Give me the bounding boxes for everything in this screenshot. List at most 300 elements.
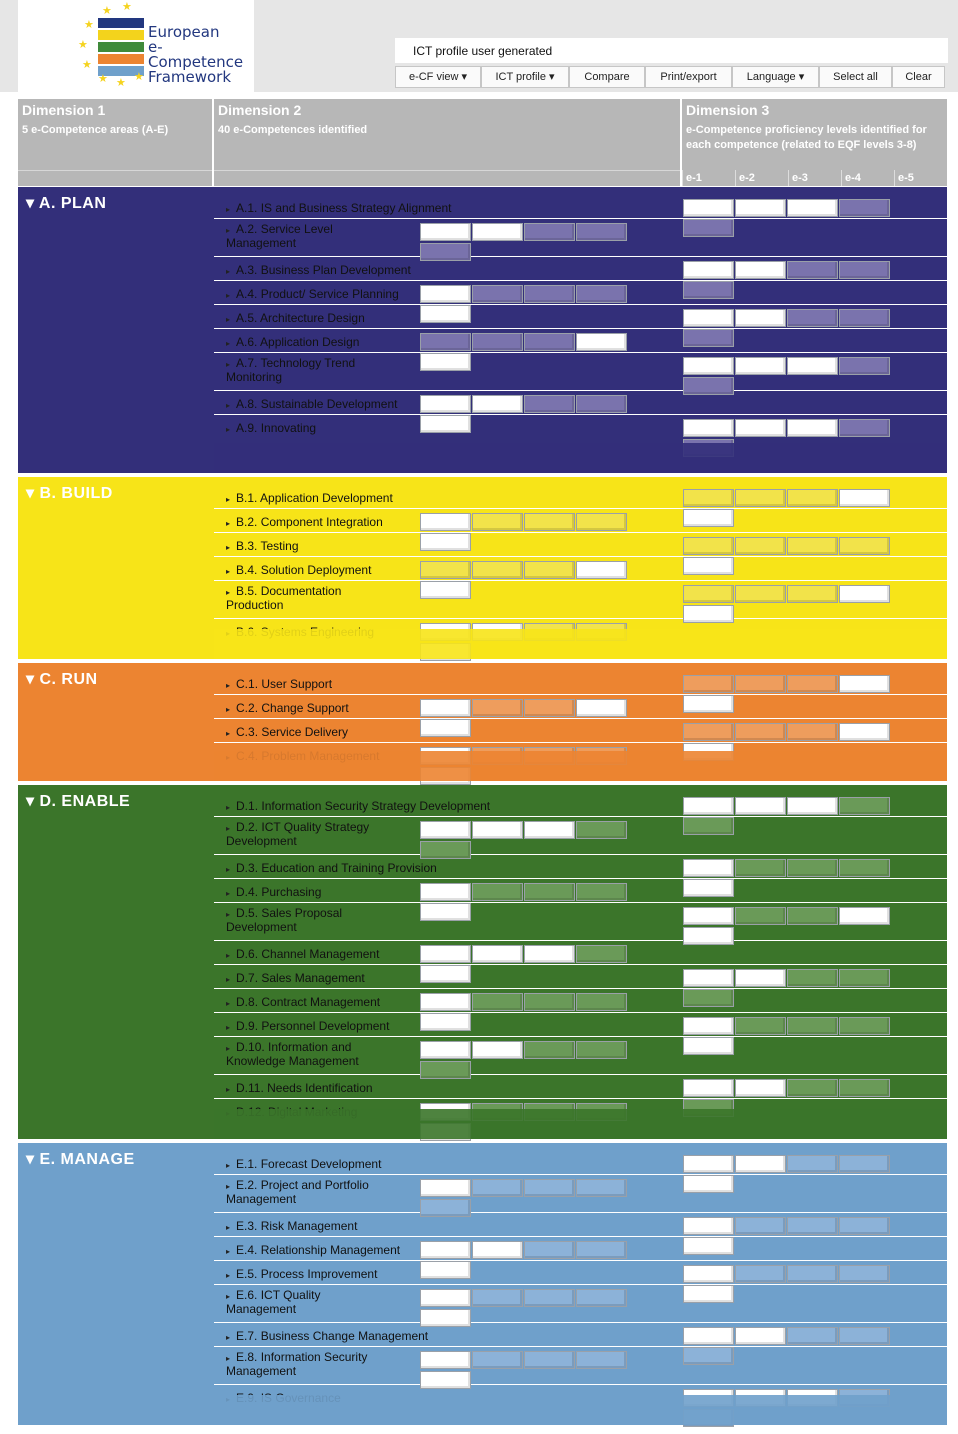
area-0[interactable] [18, 187, 947, 473]
level-cell-e-2[interactable] [735, 1079, 786, 1097]
level-cell-e-5[interactable] [420, 1013, 471, 1031]
competence-label[interactable] [226, 422, 316, 436]
competence-name: A.9. Innovating [236, 421, 317, 435]
area-4[interactable] [18, 1143, 947, 1425]
competence-label[interactable] [226, 1289, 321, 1316]
level-cell-e-1[interactable] [420, 513, 471, 531]
area-2[interactable] [18, 663, 947, 781]
level-cell-e-2[interactable] [735, 1327, 786, 1345]
competence-label[interactable] [226, 702, 349, 716]
level-cell-e-5[interactable] [683, 1285, 734, 1303]
star-icon: ★ [84, 19, 94, 31]
level-cell-e-4[interactable] [576, 945, 627, 963]
level-cell-e-4[interactable] [576, 1289, 627, 1307]
competence-label[interactable] [226, 886, 321, 900]
level-cell-e-2[interactable] [735, 1217, 786, 1235]
area-title[interactable]: ▾ E. MANAGE [26, 1151, 135, 1168]
competence-name: D.2. ICT Quality Strategy Development [226, 820, 370, 848]
level-cell-e-3[interactable] [524, 223, 575, 241]
level-cell-e-4[interactable] [839, 859, 890, 877]
level-cell-e-4[interactable] [576, 561, 627, 579]
level-cell-e-3[interactable] [787, 859, 838, 877]
level-cell-e-3[interactable] [524, 1351, 575, 1369]
level-cell-e-2[interactable] [472, 1241, 523, 1259]
level-cell-e-5[interactable] [420, 415, 471, 433]
level-cell-e-3[interactable] [524, 945, 575, 963]
competence-label[interactable] [226, 678, 332, 692]
level-cell-e-1[interactable] [420, 333, 471, 351]
competence-label[interactable] [226, 202, 451, 216]
level-cell-e-4[interactable] [839, 489, 890, 507]
competence-label[interactable] [226, 223, 333, 250]
level-cell-e-2[interactable] [735, 797, 786, 815]
level-cell-e-1[interactable] [683, 1079, 734, 1097]
level-cell-e-3[interactable] [524, 821, 575, 839]
level-cell-e-5[interactable] [683, 281, 734, 299]
toolbar-button-compare[interactable]: Compare [569, 66, 645, 88]
competence-name: E.5. Process Improvement [236, 1267, 378, 1281]
expand-triangle-icon[interactable]: ▸ [226, 865, 231, 874]
level-cell-e-4[interactable] [576, 513, 627, 531]
level-header-e-3: e-3 [788, 170, 841, 186]
level-cell-e-5[interactable] [683, 879, 734, 897]
level-cell-e-3[interactable] [787, 537, 838, 555]
star-icon: ★ [116, 77, 126, 89]
level-cell-e-5[interactable] [683, 817, 734, 835]
level-cell-e-2[interactable] [472, 395, 523, 413]
level-cell-e-1[interactable] [420, 945, 471, 963]
expand-triangle-icon[interactable]: ▸ [226, 543, 231, 552]
level-cell-e-1[interactable] [420, 699, 471, 717]
level-cell-e-2[interactable] [472, 1041, 523, 1059]
expand-triangle-icon[interactable]: ▸ [226, 205, 231, 214]
level-cell-e-1[interactable] [683, 723, 734, 741]
level-cell-e-5[interactable] [683, 1175, 734, 1193]
level-cell-e-5[interactable] [420, 243, 471, 261]
star-icon: ★ [82, 59, 92, 71]
level-cell-e-1[interactable] [420, 1041, 471, 1059]
level-cell-e-3[interactable] [524, 1179, 575, 1197]
level-cell-e-3[interactable] [787, 309, 838, 327]
competence-label[interactable] [226, 1268, 377, 1282]
expand-triangle-icon[interactable]: ▸ [226, 951, 231, 960]
expand-triangle-icon[interactable]: ▸ [226, 291, 231, 300]
level-cell-e-5[interactable] [683, 557, 734, 575]
level-cell-e-4[interactable] [839, 1079, 890, 1097]
expand-triangle-icon[interactable]: ▸ [226, 824, 231, 833]
level-cell-e-1[interactable] [420, 1289, 471, 1307]
level-cell-e-4[interactable] [576, 821, 627, 839]
competence-label[interactable] [226, 1179, 369, 1206]
level-cell-e-3[interactable] [787, 199, 838, 217]
level-cell-e-5[interactable] [420, 841, 471, 859]
level-cell-e-4[interactable] [839, 1155, 890, 1173]
level-cell-e-5[interactable] [683, 1237, 734, 1255]
level-cell-e-4[interactable] [839, 357, 890, 375]
level-cell-e-1[interactable] [420, 561, 471, 579]
level-cell-e-4[interactable] [576, 1041, 627, 1059]
competence-label[interactable] [226, 1330, 428, 1344]
level-cell-e-5[interactable] [420, 903, 471, 921]
level-cell-e-5[interactable] [420, 1061, 471, 1079]
expand-triangle-icon[interactable]: ▸ [226, 1023, 231, 1032]
level-cell-e-5[interactable] [420, 1371, 471, 1389]
level-cell-e-5[interactable] [420, 1261, 471, 1279]
competence-label[interactable] [226, 948, 379, 962]
level-cell-e-4[interactable] [576, 1241, 627, 1259]
level-cell-e-4[interactable] [576, 395, 627, 413]
expand-triangle-icon[interactable]: ▸ [226, 567, 231, 576]
level-cell-e-1[interactable] [683, 537, 734, 555]
competence-name: A.2. Service Level Management [226, 222, 333, 250]
level-cell-e-1[interactable] [683, 357, 734, 375]
competence-name: A.1. IS and Business Strategy Alignment [236, 201, 452, 215]
level-cell-e-3[interactable] [787, 489, 838, 507]
level-cell-e-2[interactable] [472, 561, 523, 579]
level-cell-e-4[interactable] [839, 675, 890, 693]
expand-triangle-icon[interactable]: ▸ [226, 1247, 231, 1256]
area-1[interactable] [18, 477, 947, 659]
competence-name: B.3. Testing [236, 539, 299, 553]
level-cell-e-4[interactable] [576, 993, 627, 1011]
competence-label[interactable] [226, 996, 380, 1010]
level-cell-e-4[interactable] [839, 969, 890, 987]
competence-label[interactable] [226, 1082, 373, 1096]
level-cell-e-5[interactable] [683, 1037, 734, 1055]
level-cell-e-1[interactable] [683, 419, 734, 437]
competence-label[interactable] [226, 288, 399, 302]
expand-triangle-icon[interactable]: ▸ [226, 705, 231, 714]
level-cell-e-5[interactable] [683, 695, 734, 713]
competence-name: B.1. Application Development [236, 491, 393, 505]
competence-label[interactable] [226, 726, 348, 740]
level-cell-e-3[interactable] [524, 883, 575, 901]
level-cell-e-2[interactable] [735, 723, 786, 741]
competence-name: E.6. ICT Quality Management [226, 1288, 321, 1316]
level-cell-e-2[interactable] [472, 945, 523, 963]
level-cell-e-3[interactable] [787, 1327, 838, 1345]
level-cell-e-3[interactable] [787, 1155, 838, 1173]
competence-label[interactable] [226, 907, 342, 934]
level-cell-e-4[interactable] [839, 261, 890, 279]
level-cell-e-2[interactable] [735, 969, 786, 987]
level-cell-e-1[interactable] [683, 585, 734, 603]
toolbar-button-print-export[interactable]: Print/export [645, 66, 732, 88]
level-cell-e-5[interactable] [683, 989, 734, 1007]
competence-name: E.7. Business Change Management [236, 1329, 429, 1343]
level-cell-e-1[interactable] [683, 1017, 734, 1035]
level-cell-e-2[interactable] [472, 821, 523, 839]
level-cell-e-5[interactable] [420, 1309, 471, 1327]
level-cell-e-4[interactable] [576, 223, 627, 241]
level-cell-e-3[interactable] [787, 675, 838, 693]
area-title[interactable]: ▾ D. ENABLE [26, 793, 131, 810]
competence-label[interactable] [226, 1020, 389, 1034]
competence-label[interactable] [226, 862, 437, 876]
competence-label[interactable] [226, 1041, 359, 1068]
level-cell-e-1[interactable] [683, 1327, 734, 1345]
level-header-e-5: e-5 [894, 170, 947, 186]
level-header-e-1: e-1 [682, 170, 735, 186]
expand-triangle-icon[interactable]: ▸ [226, 1161, 231, 1170]
level-cell-e-3[interactable] [787, 1217, 838, 1235]
level-cell-e-5[interactable] [420, 1199, 471, 1217]
level-cell-e-1[interactable] [420, 1241, 471, 1259]
level-cell-e-5[interactable] [683, 219, 734, 237]
level-cell-e-1[interactable] [683, 489, 734, 507]
competence-name: A.7. Technology Trend Monitoring [226, 356, 356, 384]
level-cell-e-3[interactable] [524, 1041, 575, 1059]
level-cell-e-1[interactable] [683, 1217, 734, 1235]
expand-triangle-icon[interactable]: ▸ [226, 1182, 231, 1191]
level-cell-e-2[interactable] [735, 199, 786, 217]
expand-triangle-icon[interactable]: ▸ [226, 1333, 231, 1342]
ecf-logo[interactable] [18, 0, 254, 92]
area-title[interactable]: ▾ C. RUN [26, 671, 98, 688]
toolbar-button-clear[interactable]: Clear [892, 66, 945, 88]
competence-label[interactable] [226, 398, 397, 412]
competence-label[interactable] [226, 492, 393, 506]
competence-label[interactable] [226, 821, 369, 848]
expand-triangle-icon[interactable]: ▸ [226, 495, 231, 504]
level-cell-e-5[interactable] [683, 377, 734, 395]
area-3[interactable] [18, 785, 947, 1139]
competence-label[interactable] [226, 800, 490, 814]
level-cell-e-3[interactable] [787, 1079, 838, 1097]
level-cell-e-1[interactable] [420, 821, 471, 839]
level-cell-e-4[interactable] [576, 333, 627, 351]
level-cell-e-2[interactable] [472, 513, 523, 531]
level-cell-e-3[interactable] [787, 723, 838, 741]
level-cell-e-3[interactable] [524, 699, 575, 717]
level-cell-e-2[interactable] [735, 1155, 786, 1173]
level-cell-e-3[interactable] [524, 513, 575, 531]
level-cell-e-4[interactable] [839, 537, 890, 555]
toolbar-button-select-all[interactable]: Select all [819, 66, 892, 88]
level-cell-e-4[interactable] [576, 1179, 627, 1197]
expand-triangle-icon[interactable]: ▸ [226, 1085, 231, 1094]
competence-name: C.3. Service Delivery [236, 725, 349, 739]
expand-triangle-icon[interactable]: ▸ [226, 267, 231, 276]
level-cell-e-2[interactable] [472, 1289, 523, 1307]
competence-label[interactable] [226, 264, 411, 278]
expand-triangle-icon[interactable]: ▸ [226, 975, 231, 984]
expand-triangle-icon[interactable]: ▸ [226, 1044, 231, 1053]
level-cell-e-3[interactable] [524, 1241, 575, 1259]
competence-name: D.11. Needs Identification [236, 1081, 373, 1095]
level-cell-e-1[interactable] [683, 199, 734, 217]
expand-triangle-icon[interactable]: ▸ [226, 360, 231, 369]
competence-name: C.2. Change Support [236, 701, 349, 715]
level-cell-e-5[interactable] [683, 509, 734, 527]
expand-triangle-icon[interactable]: ▸ [226, 339, 231, 348]
level-cell-e-1[interactable] [420, 1351, 471, 1369]
level-cell-e-4[interactable] [839, 1327, 890, 1345]
level-cell-e-2[interactable] [735, 357, 786, 375]
level-cell-e-4[interactable] [576, 699, 627, 717]
expand-triangle-icon[interactable]: ▸ [226, 1223, 231, 1232]
level-cell-e-4[interactable] [839, 1217, 890, 1235]
expand-triangle-icon[interactable]: ▸ [226, 910, 231, 919]
header-strip [214, 170, 680, 186]
profile-title: ICT profile user generated [395, 38, 948, 63]
competence-label[interactable] [226, 312, 365, 326]
level-cell-e-4[interactable] [839, 1017, 890, 1035]
level-cell-e-3[interactable] [787, 585, 838, 603]
level-cell-e-2[interactable] [735, 309, 786, 327]
star-icon: ★ [102, 5, 112, 17]
expand-triangle-icon[interactable]: ▸ [226, 999, 231, 1008]
level-cell-e-1[interactable] [683, 1155, 734, 1173]
competence-label[interactable] [226, 972, 365, 986]
level-cell-e-2[interactable] [735, 1017, 786, 1035]
competence-name: A.8. Sustainable Development [236, 397, 398, 411]
level-cell-e-1[interactable] [420, 223, 471, 241]
expand-triangle-icon[interactable]: ▸ [226, 681, 231, 690]
header-strip [18, 170, 212, 186]
level-cell-e-2[interactable] [735, 261, 786, 279]
competence-label[interactable] [226, 540, 299, 554]
expand-triangle-icon[interactable]: ▸ [226, 1354, 231, 1363]
toolbar-button-ict-profile[interactable]: ICT profile ▾ [481, 66, 569, 88]
expand-triangle-icon[interactable]: ▸ [226, 1292, 231, 1301]
level-cell-e-3[interactable] [787, 907, 838, 925]
level-cell-e-3[interactable] [524, 395, 575, 413]
level-cell-e-2[interactable] [472, 333, 523, 351]
expand-triangle-icon[interactable]: ▸ [226, 401, 231, 410]
level-cell-e-5[interactable] [683, 1347, 734, 1365]
level-cell-e-1[interactable] [683, 1265, 734, 1283]
level-cell-e-4[interactable] [839, 199, 890, 217]
expand-triangle-icon[interactable]: ▸ [226, 889, 231, 898]
dimension-subtitle: 5 e-Competence areas (A-E) [22, 124, 169, 136]
expand-triangle-icon[interactable]: ▸ [226, 588, 231, 597]
expand-triangle-icon[interactable]: ▸ [226, 729, 231, 738]
level-cell-e-2[interactable] [735, 1265, 786, 1283]
level-cell-e-2[interactable] [472, 699, 523, 717]
competence-label[interactable] [226, 1158, 381, 1172]
level-cell-e-5[interactable] [683, 329, 734, 347]
level-cell-e-4[interactable] [839, 419, 890, 437]
level-cell-e-3[interactable] [524, 1289, 575, 1307]
level-cell-e-3[interactable] [524, 561, 575, 579]
competence-label[interactable] [226, 516, 383, 530]
toolbar-button-language[interactable]: Language ▾ [732, 66, 819, 88]
level-cell-e-2[interactable] [735, 537, 786, 555]
level-cell-e-3[interactable] [524, 333, 575, 351]
competence-name: E.4. Relationship Management [236, 1243, 401, 1257]
level-cell-e-3[interactable] [787, 419, 838, 437]
level-cell-e-4[interactable] [576, 1351, 627, 1369]
level-cell-e-5[interactable] [683, 605, 734, 623]
level-cell-e-4[interactable] [576, 285, 627, 303]
level-cell-e-5[interactable] [683, 927, 734, 945]
level-cell-e-2[interactable] [472, 1179, 523, 1197]
level-cell-e-4[interactable] [576, 883, 627, 901]
competence-name: D.3. Education and Training Provision [236, 861, 437, 875]
competence-label[interactable] [226, 1351, 367, 1378]
expand-triangle-icon[interactable]: ▸ [226, 315, 231, 324]
expand-triangle-icon[interactable]: ▸ [226, 1271, 231, 1280]
level-cell-e-3[interactable] [524, 285, 575, 303]
area-title[interactable]: ▾ B. BUILD [26, 485, 113, 502]
competence-name: C.1. User Support [236, 677, 333, 691]
level-cell-e-1[interactable] [683, 261, 734, 279]
dimension-subtitle: 40 e-Competences identified [218, 124, 368, 136]
level-cell-e-1[interactable] [683, 309, 734, 327]
level-cell-e-5[interactable] [420, 305, 471, 323]
level-cell-e-2[interactable] [735, 489, 786, 507]
competence-label[interactable] [226, 357, 355, 384]
level-cell-e-3[interactable] [787, 1265, 838, 1283]
level-cell-e-1[interactable] [420, 395, 471, 413]
level-cell-e-4[interactable] [839, 907, 890, 925]
level-cell-e-3[interactable] [787, 357, 838, 375]
level-cell-e-2[interactable] [735, 585, 786, 603]
level-cell-e-2[interactable] [472, 223, 523, 241]
level-cell-e-5[interactable] [420, 581, 471, 599]
competence-label[interactable] [226, 1220, 357, 1234]
level-cell-e-4[interactable] [839, 585, 890, 603]
level-cell-e-2[interactable] [472, 993, 523, 1011]
competence-label[interactable] [226, 336, 359, 350]
level-cell-e-2[interactable] [735, 859, 786, 877]
dimension-title: Dimension 1 [22, 102, 106, 118]
star-icon: ★ [122, 1, 132, 13]
level-cell-e-1[interactable] [420, 883, 471, 901]
level-cell-e-3[interactable] [787, 797, 838, 815]
expand-triangle-icon[interactable]: ▸ [226, 425, 231, 434]
competence-label[interactable] [226, 564, 371, 578]
level-cell-e-2[interactable] [472, 285, 523, 303]
level-cell-e-4[interactable] [839, 723, 890, 741]
level-cell-e-1[interactable] [683, 859, 734, 877]
expand-triangle-icon[interactable]: ▸ [226, 803, 231, 812]
level-cell-e-1[interactable] [420, 285, 471, 303]
level-cell-e-5[interactable] [420, 533, 471, 551]
competence-name: E.3. Risk Management [236, 1219, 358, 1233]
level-cell-e-2[interactable] [472, 883, 523, 901]
level-cell-e-2[interactable] [735, 907, 786, 925]
level-cell-e-1[interactable] [683, 907, 734, 925]
level-cell-e-3[interactable] [524, 993, 575, 1011]
competence-label[interactable] [226, 1244, 400, 1258]
expand-triangle-icon[interactable]: ▸ [226, 226, 231, 235]
competence-name: D.7. Sales Management [236, 971, 365, 985]
level-cell-e-3[interactable] [787, 969, 838, 987]
area-title[interactable]: ▾ A. PLAN [26, 195, 107, 212]
level-cell-e-5[interactable] [420, 965, 471, 983]
level-cell-e-4[interactable] [839, 309, 890, 327]
level-cell-e-1[interactable] [683, 797, 734, 815]
level-cell-e-4[interactable] [839, 1265, 890, 1283]
competence-label[interactable] [226, 585, 341, 612]
level-cell-e-4[interactable] [839, 797, 890, 815]
level-cell-e-1[interactable] [683, 969, 734, 987]
toolbar-button-e-cf-view[interactable]: e-CF view ▾ [395, 66, 481, 88]
level-cell-e-5[interactable] [420, 719, 471, 737]
level-cell-e-3[interactable] [787, 261, 838, 279]
level-cell-e-5[interactable] [420, 353, 471, 371]
level-cell-e-2[interactable] [472, 1351, 523, 1369]
level-cell-e-3[interactable] [787, 1017, 838, 1035]
level-cell-e-2[interactable] [735, 675, 786, 693]
expand-triangle-icon[interactable]: ▸ [226, 519, 231, 528]
level-cell-e-1[interactable] [683, 675, 734, 693]
level-cell-e-2[interactable] [735, 419, 786, 437]
level-cell-e-1[interactable] [420, 1179, 471, 1197]
level-cell-e-1[interactable] [420, 993, 471, 1011]
